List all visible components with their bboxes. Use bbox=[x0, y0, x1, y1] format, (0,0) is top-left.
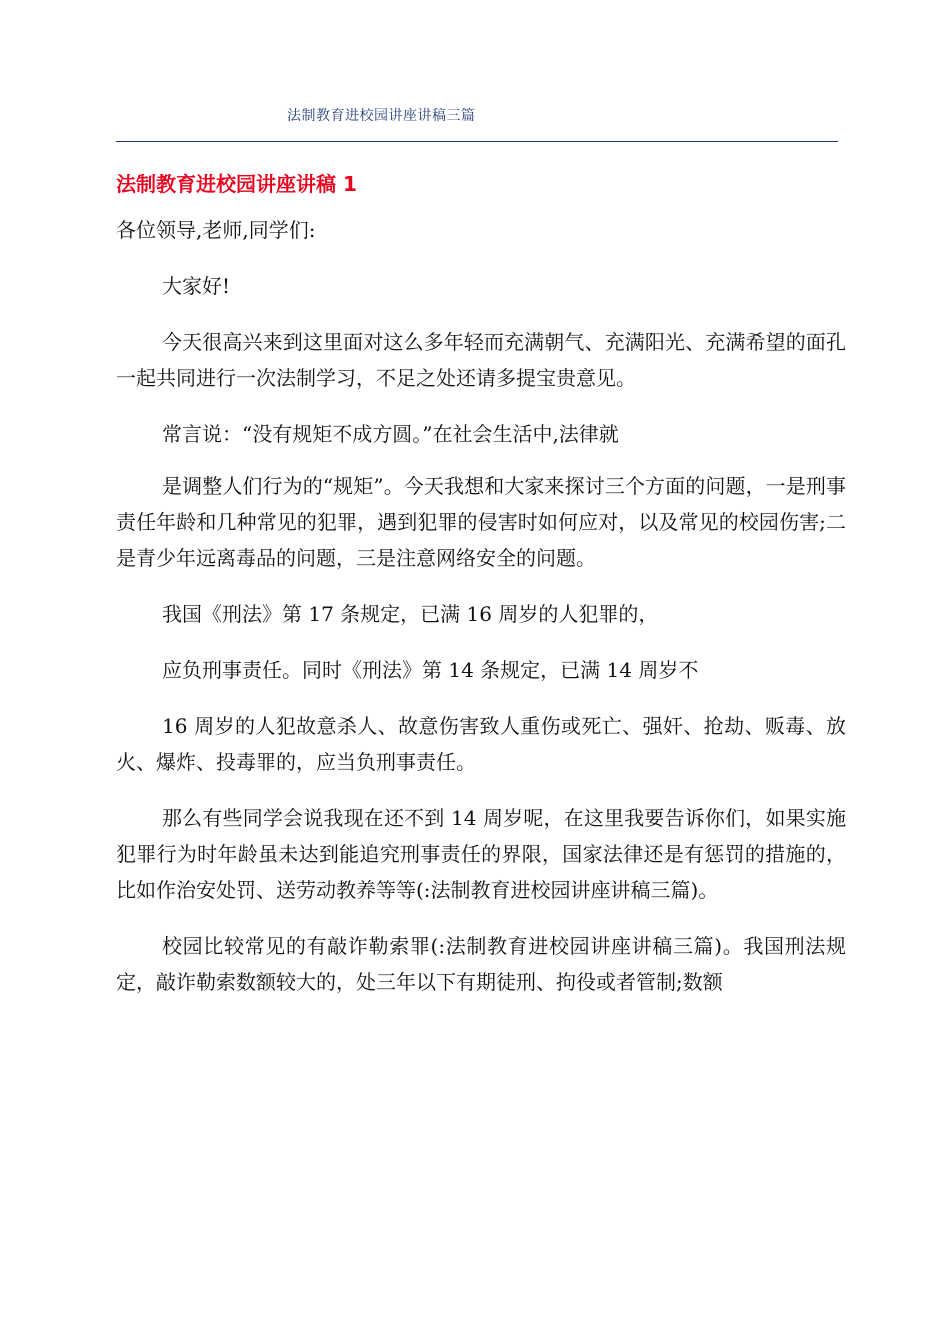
document-title: 法制教育进校园讲座讲稿 1 bbox=[116, 172, 357, 196]
paragraph: 今天很高兴来到这里面对这么多年轻而充满朝气、充满阳光、充满希望的面孔一起共同进行一次法制学习，不足之处还请多提宝贵意见。 bbox=[116, 330, 846, 390]
paragraph: 应负刑事责任。同时《刑法》第 14 条规定，已满 14 周岁不 bbox=[162, 658, 699, 682]
paragraph: 16 周岁的人犯故意杀人、故意伤害致人重伤或死亡、强奸、抢劫、贩毒、放火、爆炸、投毒罪的，应当负刑事责任。 bbox=[116, 714, 846, 774]
paragraph: 校园比较常见的有敲诈勒索罪(:法制教育进校园讲座讲稿三篇)。我国刑法规定，敲诈勒索数额较大的，处三年以下有期徒刑、拘役或者管制;数额 bbox=[116, 934, 846, 994]
salutation: 各位领导,老师,同学们: bbox=[116, 218, 316, 242]
paragraph: 常言说：“没有规矩不成方圆。”在社会生活中,法律就 bbox=[162, 422, 619, 446]
paragraph: 是调整人们行为的“规矩”。今天我想和大家来探讨三个方面的问题，一是刑事责任年龄和几种常见的犯罪，遇到犯罪的侵害时如何应对，以及常见的校园伤害;二是青少年远离毒品的问题，三是注意网络安全的问题。 bbox=[116, 474, 846, 570]
document-body bbox=[116, 212, 846, 1020]
paragraph: 那么有些同学会说我现在还不到 14 周岁呢，在这里我要告诉你们，如果实施犯罪行为时年龄虽未达到能追究刑事责任的界限，国家法律还是有惩罚的措施的，比如作治安处罚、送劳动教养等等(:法制教育进校园讲座讲稿三篇)。 bbox=[116, 806, 846, 902]
running-header: 法制教育进校园讲座讲稿三篇 bbox=[287, 108, 476, 124]
header-divider bbox=[116, 141, 838, 142]
paragraph: 我国《刑法》第 17 条规定，已满 16 周岁的人犯罪的， bbox=[162, 602, 659, 626]
paragraph-greeting: 大家好! bbox=[162, 274, 231, 298]
